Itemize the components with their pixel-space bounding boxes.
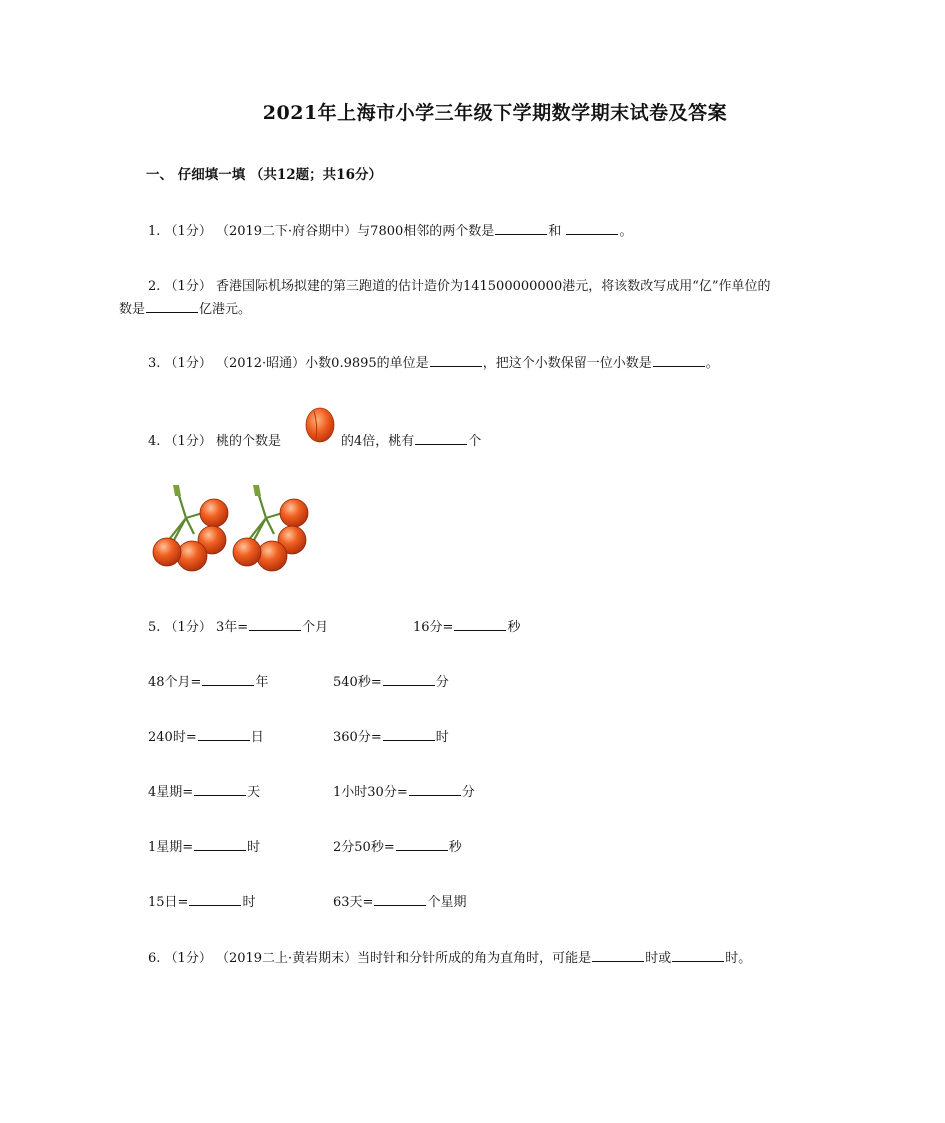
question-number: 1. [148, 224, 161, 239]
answer-blank[interactable] [194, 838, 246, 851]
question-text: 亿港元。 [199, 302, 252, 317]
question-score: （1分） [164, 620, 212, 635]
cherry-cluster-icon [148, 482, 328, 582]
answer-blank[interactable] [249, 618, 301, 631]
question-text: ，把这个小数保留一位小数是 [482, 356, 652, 371]
question-text: 时。 [725, 951, 752, 966]
answer-blank[interactable] [653, 354, 705, 367]
question-4 [148, 430, 281, 449]
conversion-right: 540秒= 分 [333, 675, 449, 690]
conversion-left: 3年= 个月 [215, 620, 329, 635]
question-2 [148, 275, 771, 294]
answer-blank[interactable] [415, 432, 467, 445]
question-1 [148, 220, 632, 239]
question-number: 6. [148, 951, 161, 966]
answer-blank[interactable] [198, 728, 250, 741]
conversion-right: 16分= 秒 [413, 620, 521, 635]
conversion-right: 2分50秒= 秒 [333, 840, 462, 855]
answer-blank[interactable] [202, 673, 254, 686]
answer-blank[interactable] [383, 728, 435, 741]
question-6 [148, 947, 751, 966]
question-2-continued [119, 298, 251, 317]
answer-blank[interactable] [383, 673, 435, 686]
question-text: （2019二下·府谷期中）与7800相邻的两个数是 [215, 224, 495, 239]
question-score: （1分） [164, 951, 212, 966]
question-5 [148, 616, 328, 635]
question-text: 的4倍，桃有 [341, 434, 415, 449]
conversion-left: 15日= 时 [148, 895, 256, 910]
question-score: （1分） [164, 356, 212, 371]
answer-blank[interactable] [566, 222, 618, 235]
question-score: （1分） [164, 224, 212, 239]
page-title: 2021年上海市小学三年级下学期数学期末试卷及答案 [262, 102, 728, 124]
conversion-left: 48个月= 年 [148, 675, 269, 690]
question-text: 个 [468, 434, 482, 449]
answer-blank[interactable] [374, 893, 426, 906]
question-text: 。 [619, 224, 633, 239]
cherry-cluster-left [153, 485, 228, 571]
answer-blank[interactable] [194, 783, 246, 796]
section-heading: 一、 仔细填一填 （共12题；共16分） [146, 167, 382, 183]
question-text: 香港国际机场拟建的第三跑道的估计造价为141500000000港元，将该数改写成用“亿”作单位的 [215, 279, 771, 294]
answer-blank[interactable] [430, 354, 482, 367]
question-text: （2012·昭通）小数0.9895的单位是 [215, 356, 429, 371]
answer-blank[interactable] [672, 949, 724, 962]
conversion-left: 4星期= 天 [148, 785, 261, 800]
question-text: 和 [548, 224, 562, 239]
conversion-right: 1小时30分= 分 [333, 785, 475, 800]
conversion-right: 360分= 时 [333, 730, 449, 745]
answer-blank[interactable] [146, 300, 198, 313]
answer-blank[interactable] [409, 783, 461, 796]
cherry-cluster-right [233, 485, 308, 571]
answer-blank[interactable] [454, 618, 506, 631]
question-number: 4. [148, 434, 161, 449]
question-number: 3. [148, 356, 161, 371]
question-3 [148, 352, 719, 371]
question-text: 数是 [119, 302, 146, 317]
question-text: 。 [705, 356, 719, 371]
answer-blank[interactable] [396, 838, 448, 851]
question-text: （2019二上·黄岩期末）当时针和分针所成的角为直角时，可能是 [215, 951, 592, 966]
question-text: 桃的个数是 [215, 434, 281, 449]
question-text: 时或 [645, 951, 672, 966]
question-4-continued [341, 430, 481, 449]
question-score: （1分） [164, 434, 212, 449]
answer-blank[interactable] [189, 893, 241, 906]
answer-blank[interactable] [592, 949, 644, 962]
peach-icon [304, 405, 338, 445]
question-score: （1分） [164, 279, 212, 294]
question-number: 2. [148, 279, 161, 294]
answer-blank[interactable] [495, 222, 547, 235]
question-number: 5. [148, 620, 161, 635]
conversion-left: 1星期= 时 [148, 840, 261, 855]
conversion-right: 63天= 个星期 [333, 895, 467, 910]
conversion-left: 240时= 日 [148, 730, 264, 745]
